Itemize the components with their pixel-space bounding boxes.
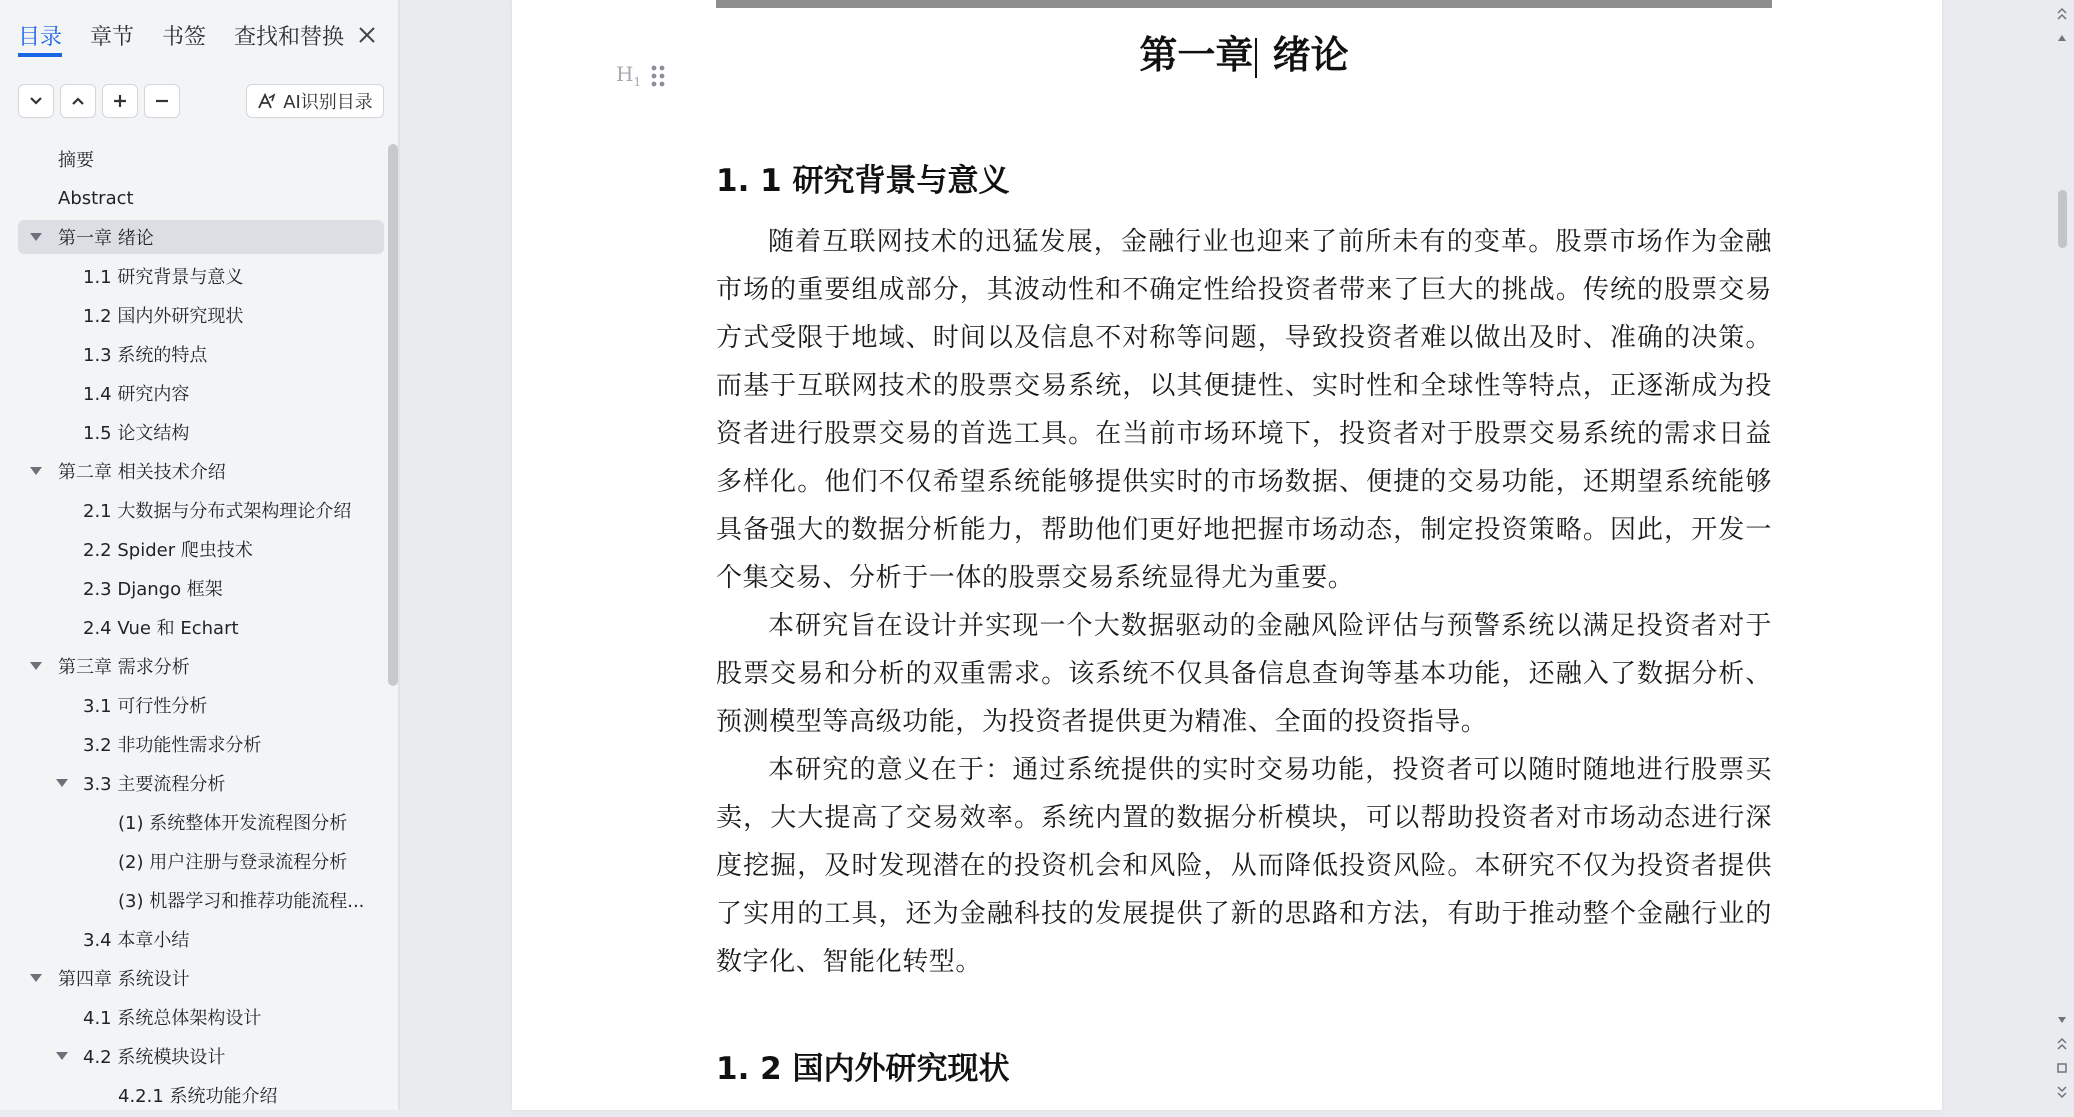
toc-item-label: 4.1 系统总体架构设计 bbox=[83, 1008, 262, 1029]
expand-all-button[interactable] bbox=[18, 84, 54, 118]
toc-item[interactable] bbox=[18, 805, 384, 839]
toc-item[interactable] bbox=[18, 142, 384, 176]
toc-item[interactable] bbox=[18, 688, 384, 722]
toc-item[interactable] bbox=[18, 298, 384, 332]
scroll-top-icon[interactable] bbox=[2054, 6, 2070, 22]
toc-item[interactable] bbox=[18, 415, 384, 449]
ai-identify-toc-button[interactable] bbox=[246, 84, 384, 118]
paragraph: 随着互联网技术的迅猛发展，金融行业也迎来了前所未有的变革。股票市场作为金融市场的重要组成部分，其波动性和不确定性给投资者带来了巨大的挑战。传统的股票交易方式受限于地域、时间以及信息不对称等问题，导致投资者难以做出及时、准确的决策。而基于互联网技术的股票交易系统，以其便捷性、实时性和全球性等特点，正逐渐成为投资者进行股票交易的首选工具。在当前市场环境下，投资者对于股票交易系统的需求日益多样化。他们不仅希望系统能够提供实时的市场数据、便捷的交易功能，还期望系统能够具备强大的数据分析能力，帮助他们更好地把握市场动态，制定投资策略。因此，开发一个集交易、分析于一体的股票交易系统显得尤为重要。 bbox=[716, 227, 1772, 593]
toc-list bbox=[18, 142, 384, 1117]
close-icon bbox=[358, 26, 376, 44]
section-heading-1-2[interactable]: 1. 2 国内外研究现状 bbox=[716, 1051, 1010, 1087]
toc-item[interactable] bbox=[18, 1078, 384, 1112]
toc-item[interactable] bbox=[18, 1000, 384, 1034]
tab-bookmarks[interactable]: 书签 bbox=[162, 24, 207, 50]
section-heading-1-1[interactable]: 1. 1 研究背景与意义 bbox=[716, 163, 1010, 199]
toc-item-label: 3.4 本章小结 bbox=[83, 930, 190, 951]
toc-item-label: 2.2 Spider 爬虫技术 bbox=[83, 540, 253, 561]
body-text[interactable] bbox=[716, 218, 1772, 986]
expand-arrow-icon[interactable] bbox=[30, 662, 42, 670]
toc-item-label: 第三章 需求分析 bbox=[58, 657, 190, 678]
scroll-up-icon[interactable] bbox=[2054, 30, 2070, 46]
ai-button-label: AI识别目录 bbox=[283, 92, 373, 113]
toc-item[interactable] bbox=[18, 493, 384, 527]
toc-item-label: Abstract bbox=[58, 187, 134, 209]
page-top-rule bbox=[716, 0, 1772, 8]
toc-item[interactable] bbox=[18, 181, 384, 215]
toc-item[interactable] bbox=[18, 376, 384, 410]
next-page-icon[interactable] bbox=[2054, 1084, 2070, 1100]
collapse-all-button[interactable] bbox=[60, 84, 96, 118]
document-area bbox=[400, 0, 2074, 1110]
toc-item-label: 1.1 研究背景与意义 bbox=[83, 267, 244, 288]
toc-item[interactable] bbox=[18, 610, 384, 644]
toc-item[interactable] bbox=[18, 766, 384, 800]
expand-arrow-icon[interactable] bbox=[56, 779, 68, 787]
toc-item[interactable] bbox=[18, 883, 384, 917]
expand-arrow-icon[interactable] bbox=[30, 974, 42, 982]
toc-item-label: (1) 系统整体开发流程图分析 bbox=[118, 813, 348, 834]
ai-icon bbox=[257, 92, 277, 110]
toc-item-label: 1.3 系统的特点 bbox=[83, 345, 208, 366]
toc-item-label: 1.2 国内外研究现状 bbox=[83, 306, 244, 327]
remove-heading-button[interactable] bbox=[144, 84, 180, 118]
toc-item[interactable] bbox=[18, 532, 384, 566]
scroll-down-icon[interactable] bbox=[2054, 1012, 2070, 1028]
toc-item-label: (3) 机器学习和推荐功能流程... bbox=[118, 891, 365, 912]
toc-item[interactable] bbox=[18, 259, 384, 293]
heading-level-marker[interactable] bbox=[616, 62, 665, 89]
toc-item[interactable] bbox=[18, 922, 384, 956]
minus-icon bbox=[154, 93, 170, 109]
plus-icon bbox=[112, 93, 128, 109]
close-pane-button[interactable] bbox=[352, 20, 382, 50]
toc-item[interactable] bbox=[18, 727, 384, 761]
toc-item-label: 3.3 主要流程分析 bbox=[83, 774, 226, 795]
toc-item[interactable] bbox=[18, 961, 384, 995]
paragraph: 本研究旨在设计并实现一个大数据驱动的金融风险评估与预警系统以满足投资者对于股票交易和分析的双重需求。该系统不仅具备信息查询等基本功能，还融入了数据分析、预测模型等高级功能，为投资者提供更为精准、全面的投资指导。 bbox=[716, 611, 1772, 737]
navigation-pane bbox=[0, 0, 400, 1110]
toc-item-label: 4.2.1 系统功能介绍 bbox=[118, 1086, 278, 1107]
previous-page-icon[interactable] bbox=[2054, 1036, 2070, 1052]
toc-item[interactable] bbox=[18, 454, 384, 488]
expand-arrow-icon[interactable] bbox=[30, 467, 42, 475]
toc-item-label: 摘要 bbox=[58, 150, 94, 171]
toc-item-label: 3.2 非功能性需求分析 bbox=[83, 735, 262, 756]
toc-item-label: 1.4 研究内容 bbox=[83, 384, 190, 405]
nav-scrollbar[interactable] bbox=[388, 144, 398, 686]
toc-item[interactable] bbox=[18, 220, 384, 254]
text-caret bbox=[1255, 38, 1257, 78]
expand-arrow-icon[interactable] bbox=[30, 233, 42, 241]
toc-item[interactable] bbox=[18, 571, 384, 605]
drag-handle-icon[interactable] bbox=[651, 65, 665, 87]
toc-item-label: 2.3 Django 框架 bbox=[83, 579, 223, 600]
toc-item-label: 第四章 系统设计 bbox=[58, 969, 190, 990]
toc-item-label: 2.4 Vue 和 Echart bbox=[83, 618, 239, 639]
toc-item-label: (2) 用户注册与登录流程分析 bbox=[118, 852, 348, 873]
vertical-scrollbar-thumb[interactable] bbox=[2058, 190, 2067, 248]
chapter-title[interactable]: 第一章 绪论 bbox=[1139, 33, 1349, 77]
toc-item[interactable] bbox=[18, 1039, 384, 1073]
toc-toolbar bbox=[18, 84, 186, 118]
tab-toc[interactable]: 目录 bbox=[18, 20, 62, 57]
toc-item-label: 3.1 可行性分析 bbox=[83, 696, 208, 717]
toc-item[interactable] bbox=[18, 337, 384, 371]
tab-chapters[interactable]: 章节 bbox=[90, 24, 135, 50]
add-heading-button[interactable] bbox=[102, 84, 138, 118]
expand-arrow-icon[interactable] bbox=[56, 1052, 68, 1060]
nav-tabs bbox=[18, 18, 372, 58]
toc-item-label: 1.5 论文结构 bbox=[83, 423, 190, 444]
right-scroll-area bbox=[2048, 0, 2074, 1110]
toc-item-label: 第二章 相关技术介绍 bbox=[58, 462, 226, 483]
toc-item-label: 第一章 绪论 bbox=[58, 228, 154, 249]
tab-find-replace[interactable]: 查找和替换 bbox=[234, 24, 345, 50]
chevron-down-icon bbox=[28, 93, 44, 109]
toc-item-label: 4.2 系统模块设计 bbox=[83, 1047, 226, 1068]
paragraph: 本研究的意义在于：通过系统提供的实时交易功能，投资者可以随时随地进行股票买卖，大大提高了交易效率。系统内置的数据分析模块，可以帮助投资者对市场动态进行深度挖掘，及时发现潜在的投资机会和风险，从而降低投资风险。本研究不仅为投资者提供了实用的工具，还为金融科技的发展提供了新的思路和方法，有助于推动整个金融行业的数字化、智能化转型。 bbox=[716, 755, 1772, 977]
heading-1-icon: $H_1$ bbox=[616, 62, 642, 89]
select-browse-object-icon[interactable] bbox=[2054, 1060, 2070, 1076]
document-page[interactable] bbox=[512, 0, 1942, 1110]
toc-item[interactable] bbox=[18, 649, 384, 683]
toc-item-label: 2.1 大数据与分布式架构理论介绍 bbox=[83, 501, 352, 522]
chevron-up-icon bbox=[70, 93, 86, 109]
toc-item[interactable] bbox=[18, 844, 384, 878]
